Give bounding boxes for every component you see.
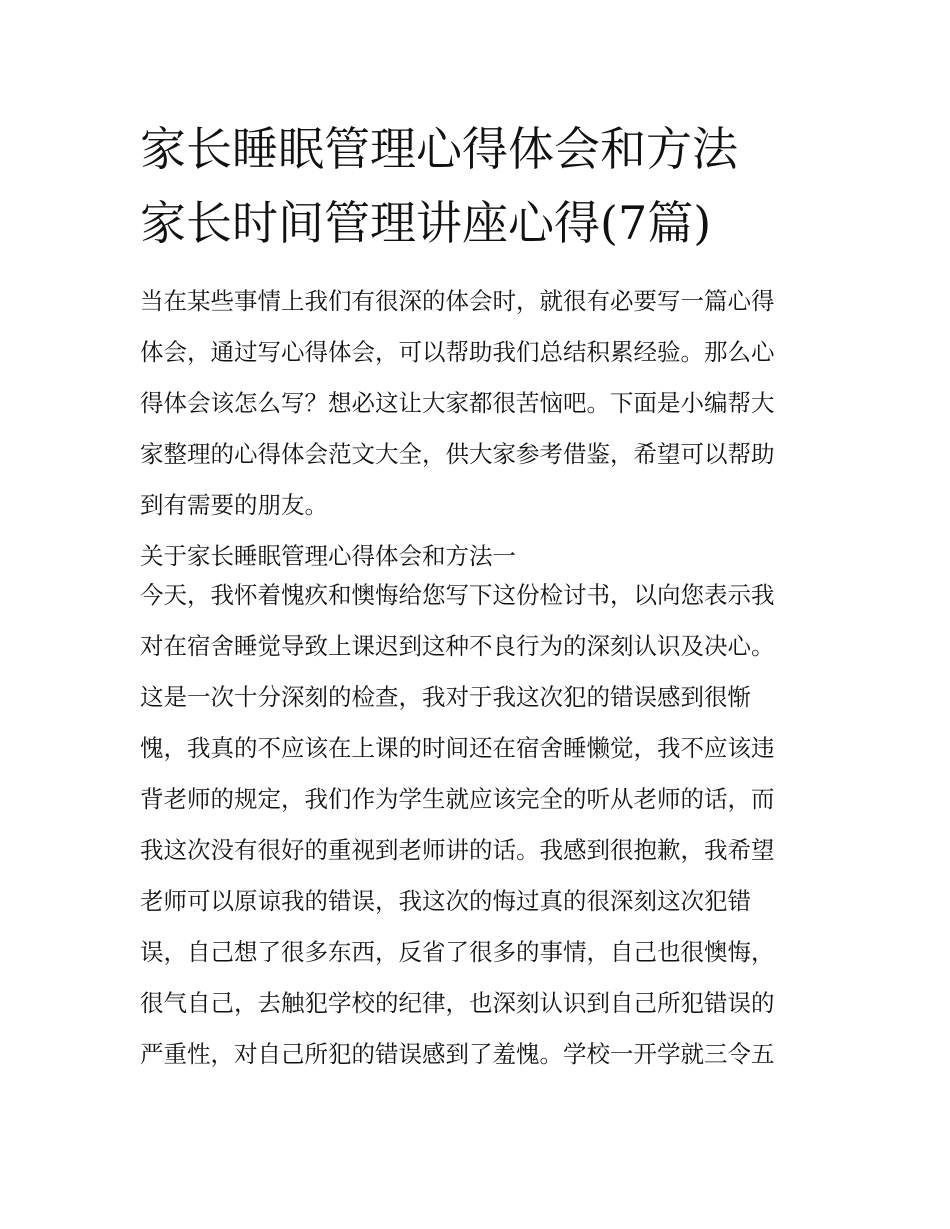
- title-line-2: 家长时间管理讲座心得(7篇): [140, 196, 712, 250]
- intro-line-3: 得体会该怎么写？想必这让大家都很苦恼吧。下面是小编帮大: [140, 389, 775, 417]
- intro-line-5: 到有需要的朋友。: [140, 491, 328, 519]
- document-body: [140, 282, 820, 1086]
- title-line-1: 家长睡眠管理心得体会和方法: [140, 122, 738, 176]
- body-line-10: 严重性，对自己所犯的错误感到了羞愧。学校一开学就三令五: [140, 1040, 775, 1068]
- body-line-9: 很气自己，去触犯学校的纪律，也深刻认识到自己所犯错误的: [140, 989, 775, 1017]
- body-line-7: 老师可以原谅我的错误，我这次的悔过真的很深刻这次犯错: [140, 887, 751, 915]
- body-line-2: 对在宿舍睡觉导致上课迟到这种不良行为的深刻认识及决心。: [140, 632, 775, 660]
- body-line-4: 愧，我真的不应该在上课的时间还在宿舍睡懒觉，我不应该违: [140, 734, 775, 762]
- body-line-6: 我这次没有很好的重视到老师讲的话。我感到很抱歉，我希望: [140, 836, 775, 864]
- intro-line-1: 当在某些事情上我们有很深的体会时，就很有必要写一篇心得: [140, 287, 775, 315]
- intro-line-4: 家整理的心得体会范文大全，供大家参考借鉴，希望可以帮助: [140, 440, 775, 468]
- body-line-8: 误，自己想了很多东西，反省了很多的事情，自己也很懊悔，: [140, 938, 775, 966]
- body-line-3: 这是一次十分深刻的检查，我对于我这次犯的错误感到很惭: [140, 683, 751, 711]
- body-line-5: 背老师的规定，我们作为学生就应该完全的听从老师的话，而: [140, 785, 775, 813]
- section-heading: 关于家长睡眠管理心得体会和方法一: [140, 542, 516, 570]
- body-line-1: 今天，我怀着愧疚和懊悔给您写下这份检讨书，以向您表示我: [140, 581, 775, 609]
- document-title: [140, 112, 820, 260]
- intro-line-2: 体会，通过写心得体会，可以帮助我们总结积累经验。那么心: [140, 338, 775, 366]
